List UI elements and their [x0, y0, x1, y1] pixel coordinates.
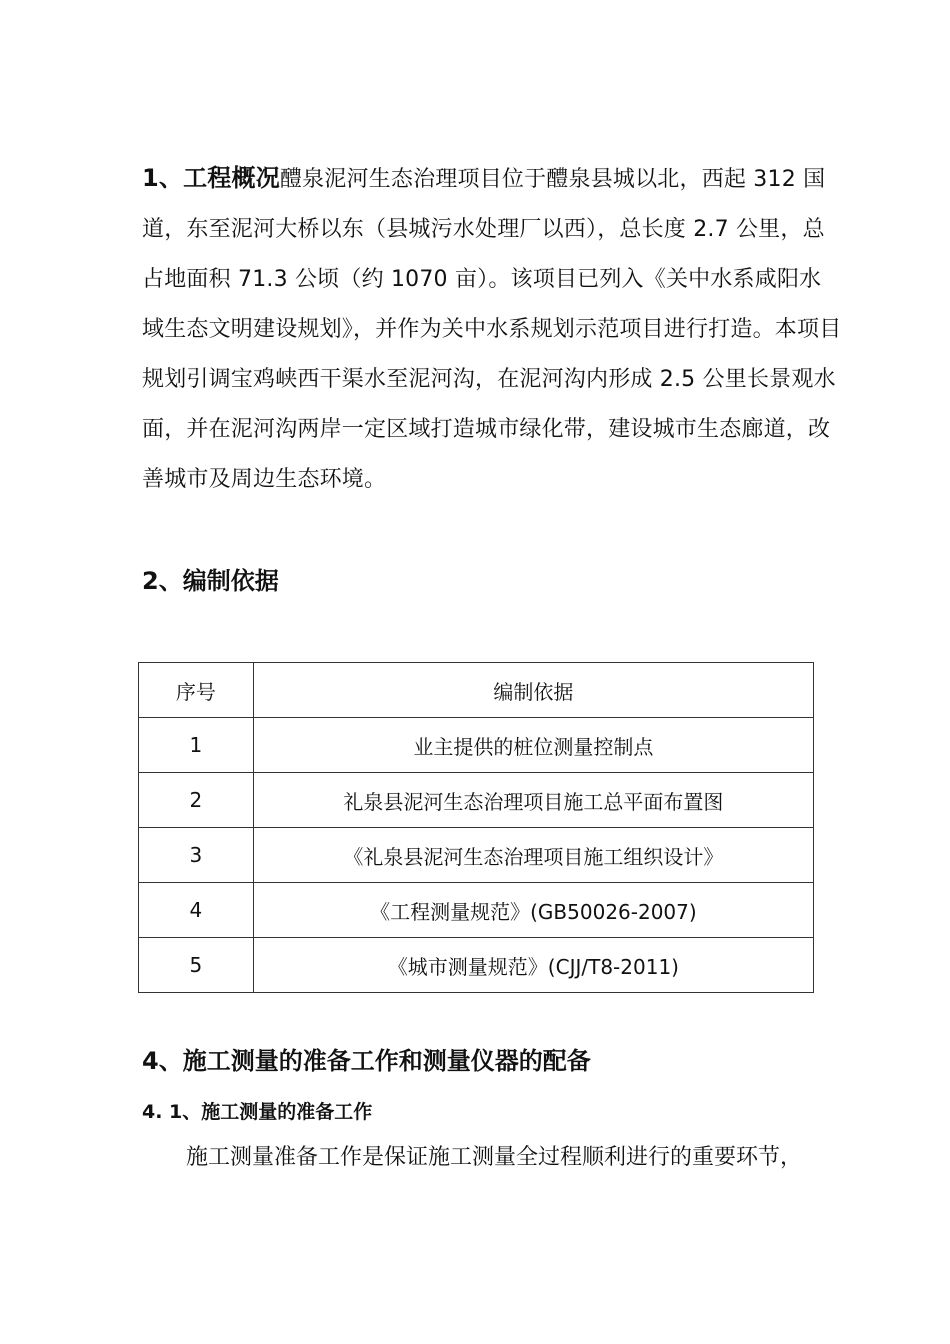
- project-overview-body: 醴泉泥河生态治理项目位于醴泉县城以北，西起 312 国道，东至泥河大桥以东（县城污水处理厂以西），总长度 2.7 公里，总占地面积 71.3 公顷（约 1070 亩）。该项目已列入《关中水系咸阳水域生态文明建设规划》，并作为关中水系规划示范项目进行打造。本项目规划引调宝鸡峡西干渠水至泥河沟，在泥河沟内形成 2.5 公里长景观水面，并在泥河沟两岸一定区域打造城市绿化带，建设城市生态廊道，改善城市及周边生态环境。: [142, 167, 842, 492]
- compilation-basis-table: [138, 662, 814, 993]
- table-row: [139, 828, 814, 883]
- survey-preparation-heading: 4、施工测量的准备工作和测量仪器的配备: [142, 1047, 591, 1075]
- survey-preparation-subheading: 4. 1、施工测量的准备工作: [142, 1101, 373, 1123]
- table-header-basis: 编制依据: [253, 663, 813, 718]
- table-row: [139, 938, 814, 993]
- table-cell-basis: 礼泉县泥河生态治理项目施工总平面布置图: [253, 773, 813, 828]
- table-cell-index: 2: [139, 773, 254, 828]
- table-row: [139, 773, 814, 828]
- table-cell-index: 1: [139, 718, 254, 773]
- compilation-basis-heading: 2、编制依据: [142, 567, 279, 595]
- project-overview-section: [142, 153, 842, 505]
- table-cell-basis: 《城市测量规范》(CJJ/T8-2011): [253, 938, 813, 993]
- table-row: [139, 718, 814, 773]
- survey-preparation-paragraph: 施工测量准备工作是保证施工测量全过程顺利进行的重要环节，: [186, 1145, 803, 1170]
- table-cell-basis: 《礼泉县泥河生态治理项目施工组织设计》: [253, 828, 813, 883]
- table-cell-index: 3: [139, 828, 254, 883]
- table-header-index: 序号: [139, 663, 254, 718]
- project-overview-heading: 1、工程概况: [142, 164, 280, 192]
- table-cell-basis: 《工程测量规范》(GB50026-2007): [253, 883, 813, 938]
- table-header-row: [139, 663, 814, 718]
- table-cell-index: 5: [139, 938, 254, 993]
- table-row: [139, 883, 814, 938]
- table-cell-index: 4: [139, 883, 254, 938]
- table-cell-basis: 业主提供的桩位测量控制点: [253, 718, 813, 773]
